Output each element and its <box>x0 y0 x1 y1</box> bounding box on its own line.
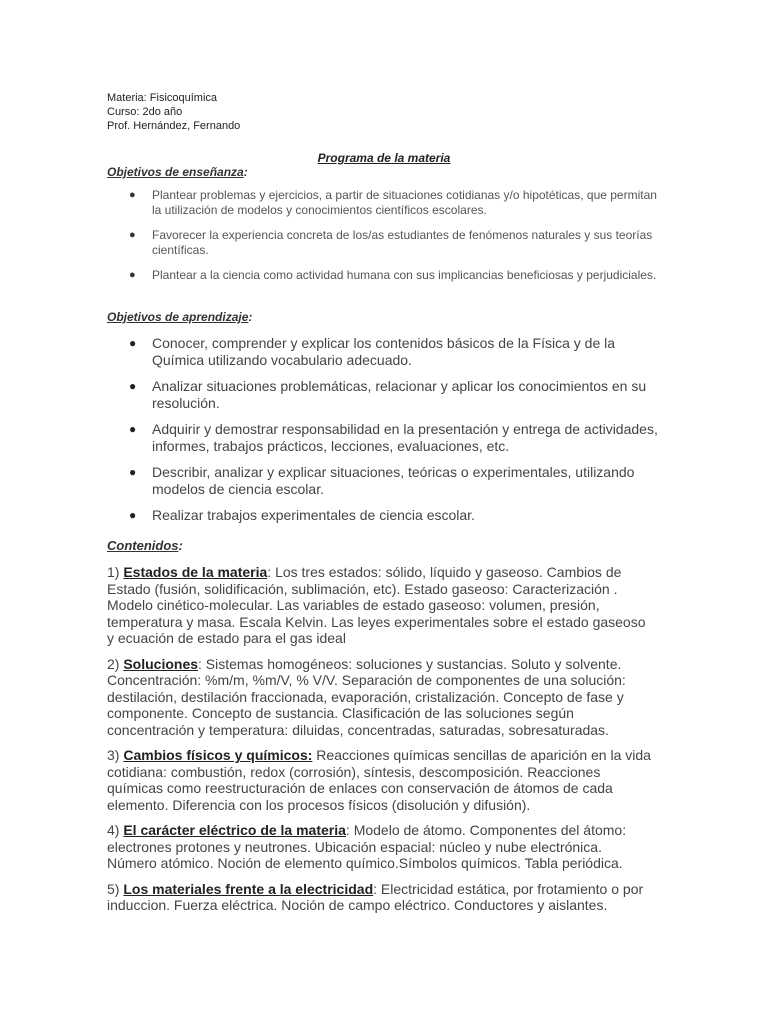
list-item <box>107 228 667 258</box>
list-item <box>107 268 667 283</box>
contents-heading-text: Contenidos <box>107 538 179 553</box>
content-unit <box>107 656 652 739</box>
unit-text: : Los tres estados: sólido, líquido y gaseoso. Cambios de Estado (fusión, solidificación, sublimación, etc). Estado gaseoso: Caracterización . Modelo cinético-molecular. Las variables de estado gaseoso: volumen, presión, temperatura y masa. Escala Kelvin. Las leyes experimentales sobre el estado gaseoso y ecuación de estado para el gas ideal <box>107 564 646 646</box>
unit-text: : Electricidad estática, por frotamiento o por induccion. Fuerza eléctrica. Noción de campo eléctrico. Conductores y aislantes. <box>107 880 644 913</box>
subject-line: Materia: Fisicoquímica <box>107 92 218 104</box>
unit-number: 3) <box>107 747 124 763</box>
bullet-icon: ● <box>129 269 136 281</box>
teaching-objectives-heading <box>107 165 248 179</box>
bullet-icon: ● <box>129 465 137 479</box>
content-unit <box>107 881 652 914</box>
teacher-line: Prof. Hernández, Fernando <box>107 120 241 132</box>
bullet-icon: ● <box>129 508 137 522</box>
unit-number: 4) <box>107 822 124 838</box>
unit-number: 5) <box>107 880 124 897</box>
unit-title: Los materiales frente a la electricidad <box>123 880 374 897</box>
list-item-text: Conocer, comprender y explicar los contenidos básicos de la Física y de la Química utilizando vocabulario adecuado. <box>152 335 616 368</box>
contents-heading <box>107 538 183 553</box>
content-unit <box>107 564 652 647</box>
list-item-text: Adquirir y demostrar responsabilidad en la presentación y entrega de actividades, informes, trabajos prácticos, lecciones, evaluaciones, etc. <box>152 421 658 454</box>
heading-colon: : <box>248 310 253 324</box>
bullet-icon: ● <box>129 229 136 241</box>
content-unit <box>107 822 652 872</box>
learning-objectives-heading <box>107 310 252 324</box>
unit-title: Soluciones <box>123 655 199 672</box>
content-unit <box>107 747 652 813</box>
list-item-text: Describir, analizar y explicar situaciones, teóricas o experimentales, utilizando modelos de ciencia escolar. <box>152 464 635 497</box>
unit-number: 2) <box>107 655 124 672</box>
list-item <box>107 507 667 524</box>
unit-text: Reacciones químicas sencillas de aparición en la vida cotidiana: combustión, redox (corrosión), síntesis, descomposición. Reacciones químicas como reestructuración de enlaces con conservación de átomos de cada elemento. Diferencia con los procesos físicos (disolución y difusión). <box>107 747 651 813</box>
list-item-text: Analizar situaciones problemáticas, relacionar y aplicar los conocimientos en su resolución. <box>152 378 647 411</box>
unit-title: Cambios físicos y químicos: <box>123 747 313 763</box>
list-item <box>107 188 667 218</box>
list-item-text: Plantear problemas y ejercicios, a partir de situaciones cotidianas y/o hipotéticas, que permitan la utilización de modelos y conocimientos científicos escolares. <box>152 188 657 217</box>
list-item-text: Favorecer la experiencia concreta de los/as estudiantes de fenómenos naturales y sus teorías científicas. <box>152 228 653 257</box>
unit-title: El carácter eléctrico de la materia <box>123 822 346 838</box>
contents-units <box>107 564 652 923</box>
bullet-icon: ● <box>129 189 136 201</box>
learning-objectives-list <box>107 335 667 533</box>
unit-text: : Modelo de átomo. Componentes del átomo: electrones protones y neutrones. Ubicación espacial: núcleo y nube electrónica. Número atómico. Noción de elemento químico.Símbolos químicos. Tabla periódica. <box>107 822 627 871</box>
document-header <box>107 91 240 133</box>
unit-title: Estados de la materia <box>123 564 268 580</box>
unit-text: : Sistemas homogéneos: soluciones y sustancias. Soluto y solvente. Concentración: %m/m, %m/V, % V/V. Separación de componentes de una solución: destilación, destilación fraccionada, evaporación, cristalización. Concepto de fase y componente. Concepto de sustancia. Clasificación de las soluciones según concentración y temperatura: diluidas, concentradas, saturadas, sobresaturadas. <box>107 655 626 738</box>
bullet-icon: ● <box>129 379 137 393</box>
bullet-icon: ● <box>129 422 137 436</box>
list-item <box>107 335 667 369</box>
heading-colon: : <box>178 538 183 553</box>
teaching-objectives-list <box>107 188 667 293</box>
list-item <box>107 464 667 498</box>
list-item <box>107 378 667 412</box>
teaching-objectives-heading-text: Objetivos de enseñanza <box>107 165 244 179</box>
heading-colon: : <box>243 165 248 179</box>
list-item-text: Plantear a la ciencia como actividad humana con sus implicancias beneficiosas y perjudiciales. <box>152 268 657 282</box>
list-item <box>107 421 667 455</box>
course-line: Curso: 2do año <box>107 106 183 118</box>
learning-objectives-heading-text: Objetivos de aprendizaje <box>107 310 249 324</box>
unit-number: 1) <box>107 564 124 580</box>
document-title: Programa de la materia <box>317 151 451 165</box>
bullet-icon: ● <box>129 336 137 350</box>
list-item-text: Realizar trabajos experimentales de ciencia escolar. <box>152 507 475 523</box>
